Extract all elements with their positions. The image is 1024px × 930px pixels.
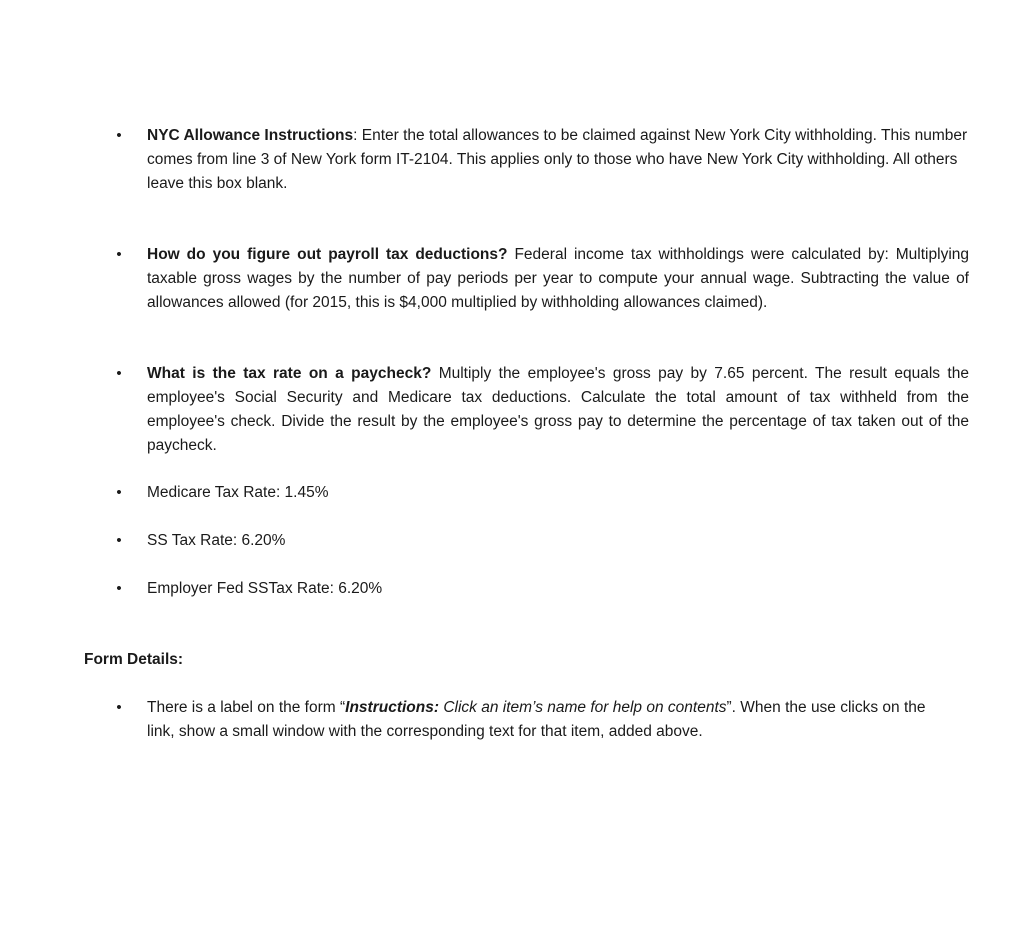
bullet-icon: • xyxy=(116,484,122,501)
item-body: Enter the total allowances to be claimed against New York City withholding. This number comes from line 3 of New York form IT-2104. This applies only to those who have New York City withholding. All others leave this box blank. xyxy=(147,127,968,192)
rate-text: Medicare Tax Rate: 1.45% xyxy=(147,484,329,501)
bullet-icon: • xyxy=(116,699,122,716)
rate-text: SS Tax Rate: 6.20% xyxy=(147,532,286,549)
form-text-before: There is a label on the form “ xyxy=(147,699,346,716)
list-item-employer-ss-rate xyxy=(116,577,969,601)
list-item-payroll-deductions xyxy=(116,243,969,315)
list-item-medicare-rate xyxy=(116,481,969,505)
item-body: Federal income tax withholdings were calculated by: Multiplying taxable gross wages by the number of pay periods per year to compute your annual wage. Subtracting the value of allowances allowed (for 2015, this is $4,000 multiplied by withholding allowances claimed). xyxy=(147,246,969,311)
list-item-nyc-allowance xyxy=(116,124,969,196)
form-details-heading: Form Details: xyxy=(84,651,184,668)
item-separator: : xyxy=(353,127,362,144)
item-separator xyxy=(431,365,438,382)
item-title: What is the tax rate on a paycheck? xyxy=(147,365,432,382)
item-title: How do you figure out payroll tax deductions? xyxy=(147,246,508,263)
bullet-icon: • xyxy=(116,532,122,549)
item-title: NYC Allowance Instructions xyxy=(147,127,354,144)
form-label-italic: Click an item’s name for help on contents xyxy=(439,699,727,716)
list-item-form-label xyxy=(116,696,947,744)
form-label-bold: Instructions: xyxy=(345,699,440,716)
item-body: Multiply the employee's gross pay by 7.65 percent. The result equals the employee's Social Security and Medicare tax deductions. Calculate the total amount of tax withheld from the employee's check. Divide the result by the employee's gross pay to determine the percentage of tax taken out of the paycheck. xyxy=(147,365,969,454)
bullet-icon: • xyxy=(116,580,122,597)
bullet-icon: • xyxy=(116,246,122,263)
rate-text: Employer Fed SSTax Rate: 6.20% xyxy=(147,580,383,597)
form-text-after: ”. When the use clicks on the link, show a small window with the corresponding text for that item, added above. xyxy=(147,699,926,740)
list-item-tax-rate xyxy=(116,362,969,458)
bullet-icon: • xyxy=(116,127,122,144)
bullet-icon: • xyxy=(116,365,122,382)
list-item-ss-rate xyxy=(116,529,969,553)
